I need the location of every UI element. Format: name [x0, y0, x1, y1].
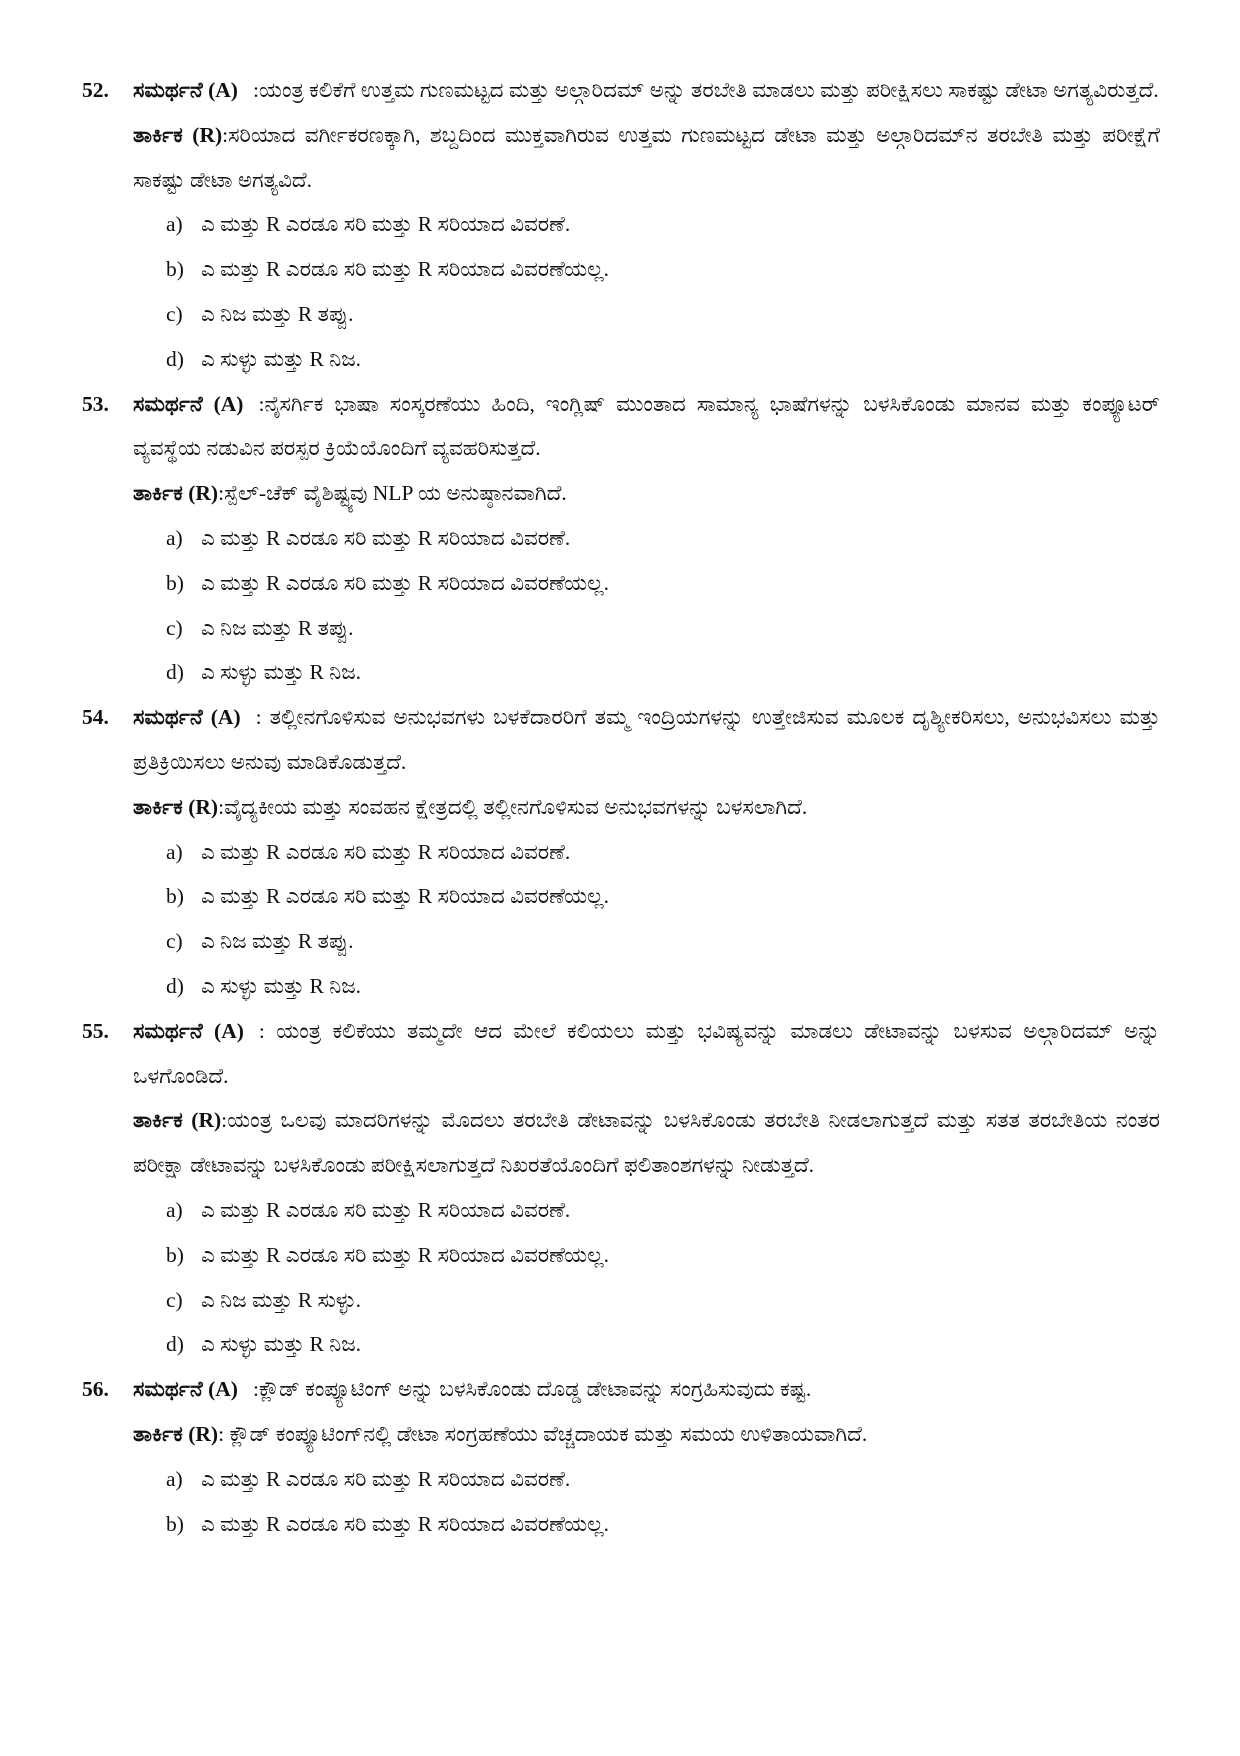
option-row	[133, 650, 1160, 695]
assertion-label: ಸಮರ್ಥನೆ (A)	[133, 391, 244, 416]
reason-text: :ಸರಿಯಾದ ವರ್ಗೀಕರಣಕ್ಕಾಗಿ, ಶಬ್ದದಿಂದ ಮುಕ್ತವಾಗಿರುವ ಉತ್ತಮ ಗುಣಮಟ್ಟದ ಡೇಟಾ ಮತ್ತು ಅಲ್ಗಾರಿದಮ್‌ನ ತರಬೇತಿ ಮತ್ತು ಪರೀಕ್ಷೆಗೆ ಸಾಕಷ್ಟು ಡೇಟಾ ಅಗತ್ಯವಿದೆ.	[133, 122, 1160, 192]
question-number: 55.	[82, 1018, 109, 1043]
option-letter: c)	[166, 615, 183, 640]
option-row	[133, 1233, 1160, 1278]
option-text: ಎ ಮತ್ತು R ಎರಡೂ ಸರಿ ಮತ್ತು R ಸರಿಯಾದ ವಿವರಣೆ.	[201, 525, 571, 550]
option-row	[133, 830, 1160, 875]
option-text: ಎ ಮತ್ತು R ಎರಡೂ ಸರಿ ಮತ್ತು R ಸರಿಯಾದ ವಿವರಣೆ.	[201, 1197, 571, 1222]
assertion-label: ಸಮರ್ಥನೆ (A)	[133, 1377, 238, 1402]
option-row	[133, 247, 1160, 292]
question-number: 53.	[82, 391, 109, 416]
option-letter: b)	[166, 257, 184, 282]
option-letter: c)	[166, 301, 183, 326]
option-letter: a)	[166, 212, 183, 237]
option-text: ಎ ಮತ್ತು R ಎರಡೂ ಸರಿ ಮತ್ತು R ಸರಿಯಾದ ವಿವರಣೆಯಲ್ಲ.	[201, 1511, 610, 1536]
option-text: ಎ ಮತ್ತು R ಎರಡೂ ಸರಿ ಮತ್ತು R ಸರಿಯಾದ ವಿವರಣೆಯಲ್ಲ.	[201, 884, 610, 909]
option-row	[133, 1278, 1160, 1323]
assertion	[133, 695, 1160, 785]
option-row	[133, 1502, 1160, 1547]
option-letter: b)	[166, 884, 184, 909]
assertion-label: ಸಮರ್ಥನೆ (A)	[133, 78, 238, 102]
reason-text: :ಯಂತ್ರ ಒಲವು ಮಾದರಿಗಳನ್ನು ಮೊದಲು ತರಬೇತಿ ಡೇಟಾವನ್ನು ಬಳಸಿಕೊಂಡು ತರಬೇತಿ ನೀಡಲಾಗುತ್ತದೆ ಮತ್ತು ಸತತ ತರಬೇತಿಯ ನಂತರ ಪರೀಕ್ಷಾ ಡೇಟಾವನ್ನು ಬಳಸಿಕೊಂಡು ಪರೀಕ್ಷಿಸಲಾಗುತ್ತದೆ ನಿಖರತೆಯೊಂದಿಗೆ ಫಲಿತಾಂಶಗಳನ್ನು ನೀಡುತ್ತದೆ.	[133, 1108, 1160, 1178]
option-letter: d)	[166, 346, 184, 371]
question-53	[82, 382, 1160, 696]
question-54	[82, 695, 1160, 1009]
assertion-text: : ತಲ್ಲೀನಗೊಳಿಸುವ ಅನುಭವಗಳು ಬಳಕೆದಾರರಿಗೆ ತಮ್ಮ ಇಂದ್ರಿಯಗಳನ್ನು ಉತ್ತೇಜಿಸುವ ಮೂಲಕ ದೃಶ್ಯೀಕರಿಸಲು, ಅನುಭವಿಸಲು ಮತ್ತು ಪ್ರತಿಕ್ರಿಯಿಸಲು ಅನುವು ಮಾಡಿಕೊಡುತ್ತದೆ.	[133, 705, 1160, 774]
option-text: ಎ ಮತ್ತು R ಎರಡೂ ಸರಿ ಮತ್ತು R ಸರಿಯಾದ ವಿವರಣೆ.	[201, 212, 571, 237]
option-row	[133, 964, 1160, 1009]
reason-label: ತಾರ್ಕಿಕ (R)	[133, 1108, 222, 1133]
option-letter: d)	[166, 973, 184, 998]
option-text: ಎ ನಿಜ ಮತ್ತು R ತಪ್ಪು.	[201, 301, 354, 326]
reason-label: ತಾರ್ಕಿಕ (R)	[133, 481, 219, 506]
option-letter: a)	[166, 1197, 183, 1222]
option-row	[133, 337, 1160, 382]
question-body	[133, 1367, 1160, 1546]
option-row	[133, 516, 1160, 561]
reason-text: :ಸ್ಪೆಲ್-ಚೆಕ್ ವೈಶಿಷ್ಟ್ಯವು NLP ಯ ಅನುಷ್ಠಾನವಾಗಿದೆ.	[218, 481, 567, 506]
assertion	[133, 1009, 1160, 1099]
reason	[133, 785, 1160, 830]
option-text: ಎ ಮತ್ತು R ಎರಡೂ ಸರಿ ಮತ್ತು R ಸರಿಯಾದ ವಿವರಣೆ.	[201, 839, 571, 864]
question-number: 54.	[82, 705, 109, 730]
option-text: ಎ ಮತ್ತು R ಎರಡೂ ಸರಿ ಮತ್ತು R ಸರಿಯಾದ ವಿವರಣೆಯಲ್ಲ.	[201, 1242, 610, 1267]
reason	[133, 1412, 1160, 1457]
reason-label: ತಾರ್ಕಿಕ (R)	[133, 1421, 219, 1446]
option-row	[133, 561, 1160, 606]
option-text: ಎ ಮತ್ತು R ಎರಡೂ ಸರಿ ಮತ್ತು R ಸರಿಯಾದ ವಿವರಣೆಯಲ್ಲ.	[201, 257, 610, 282]
option-row	[133, 292, 1160, 337]
option-letter: c)	[166, 929, 183, 954]
option-row	[133, 606, 1160, 651]
assertion	[133, 68, 1160, 113]
question-body	[133, 695, 1160, 1009]
reason-text: :ವೈದ್ಯಕೀಯ ಮತ್ತು ಸಂವಹನ ಕ್ಷೇತ್ರದಲ್ಲಿ ತಲ್ಲೀನಗೊಳಿಸುವ ಅನುಭವಗಳನ್ನು ಬಳಸಲಾಗಿದೆ.	[218, 794, 808, 819]
option-letter: b)	[166, 570, 184, 595]
option-text: ಎ ಸುಳ್ಳು ಮತ್ತು R ನಿಜ.	[201, 346, 362, 371]
reason-label: ತಾರ್ಕಿಕ (R)	[133, 122, 223, 147]
option-row	[133, 1322, 1160, 1367]
assertion-text: :ಕ್ಲೌಡ್ ಕಂಪ್ಯೂಟಿಂಗ್ ಅನ್ನು ಬಳಸಿಕೊಂಡು ದೊಡ್ಡ ಡೇಟಾವನ್ನು ಸಂಗ್ರಹಿಸುವುದು ಕಷ್ಟ.	[252, 1377, 812, 1402]
option-letter: b)	[166, 1242, 184, 1267]
option-row	[133, 202, 1160, 247]
option-text: ಎ ಮತ್ತು R ಎರಡೂ ಸರಿ ಮತ್ತು R ಸರಿಯಾದ ವಿವರಣೆಯಲ್ಲ.	[201, 570, 610, 595]
question-number: 56.	[82, 1377, 109, 1402]
question-body	[133, 1009, 1160, 1367]
option-row	[133, 919, 1160, 964]
reason	[133, 471, 1160, 516]
option-letter: a)	[166, 1466, 183, 1491]
reason	[133, 113, 1160, 203]
option-text: ಎ ಸುಳ್ಳು ಮತ್ತು R ನಿಜ.	[201, 1332, 362, 1357]
assertion-text: : ಯಂತ್ರ ಕಲಿಕೆಯು ತಮ್ಮದೇ ಆದ ಮೇಲೆ ಕಲಿಯಲು ಮತ್ತು ಭವಿಷ್ಯವನ್ನು ಮಾಡಲು ಡೇಟಾವನ್ನು ಬಳಸುವ ಅಲ್ಗಾರಿದಮ್ ಅನ್ನು ಒಳಗೊಂಡಿದೆ.	[133, 1018, 1160, 1088]
assertion-text: :ನೈಸರ್ಗಿಕ ಭಾಷಾ ಸಂಸ್ಕರಣೆಯು ಹಿಂದಿ, ಇಂಗ್ಲಿಷ್ ಮುಂತಾದ ಸಾಮಾನ್ಯ ಭಾಷೆಗಳನ್ನು ಬಳಸಿಕೊಂಡು ಮಾನವ ಮತ್ತು ಕಂಪ್ಯೂಟರ್ ವ್ಯವಸ್ಥೆಯ ನಡುವಿನ ಪರಸ್ಪರ ಕ್ರಿಯೆಯೊಂದಿಗೆ ವ್ಯವಹರಿಸುತ್ತದೆ.	[133, 391, 1160, 461]
question-55	[82, 1009, 1160, 1367]
option-letter: a)	[166, 525, 183, 550]
assertion	[133, 382, 1160, 472]
question-56	[82, 1367, 1160, 1546]
reason	[133, 1098, 1160, 1188]
assertion-label: ಸಮರ್ಥನೆ (A)	[133, 1018, 244, 1043]
option-letter: a)	[166, 839, 183, 864]
option-letter: b)	[166, 1511, 184, 1536]
option-row	[133, 874, 1160, 919]
question-52	[82, 68, 1160, 382]
reason-text: : ಕ್ಲೌಡ್ ಕಂಪ್ಯೂಟಿಂಗ್‌ನಲ್ಲಿ ಡೇಟಾ ಸಂಗ್ರಹಣೆಯು ವೆಚ್ಚದಾಯಕ ಮತ್ತು ಸಮಯ ಉಳಿತಾಯವಾಗಿದೆ.	[218, 1421, 868, 1446]
option-row	[133, 1457, 1160, 1502]
assertion-text: :ಯಂತ್ರ ಕಲಿಕೆಗೆ ಉತ್ತಮ ಗುಣಮಟ್ಟದ ಮತ್ತು ಅಲ್ಗಾರಿದಮ್ ಅನ್ನು ತರಬೇತಿ ಮಾಡಲು ಮತ್ತು ಪರೀಕ್ಷಿಸಲು ಸಾಕಷ್ಟು ಡೇಟಾ ಅಗತ್ಯವಿರುತ್ತದೆ.	[252, 78, 1159, 102]
option-text: ಎ ಮತ್ತು R ಎರಡೂ ಸರಿ ಮತ್ತು R ಸರಿಯಾದ ವಿವರಣೆ.	[201, 1466, 571, 1491]
option-text: ಎ ನಿಜ ಮತ್ತು R ಸುಳ್ಳು.	[201, 1287, 362, 1312]
reason-label: ತಾರ್ಕಿಕ (R)	[133, 794, 219, 819]
question-body	[133, 68, 1160, 382]
question-body	[133, 382, 1160, 696]
assertion-label: ಸಮರ್ಥನೆ (A)	[133, 705, 241, 730]
option-row	[133, 1188, 1160, 1233]
assertion	[133, 1367, 1160, 1412]
option-text: ಎ ನಿಜ ಮತ್ತು R ತಪ್ಪು.	[201, 929, 354, 954]
option-text: ಎ ನಿಜ ಮತ್ತು R ತಪ್ಪು.	[201, 615, 354, 640]
option-letter: d)	[166, 660, 184, 685]
question-number: 52.	[82, 78, 109, 102]
option-letter: d)	[166, 1332, 184, 1357]
option-letter: c)	[166, 1287, 183, 1312]
option-text: ಎ ಸುಳ್ಳು ಮತ್ತು R ನಿಜ.	[201, 660, 362, 685]
option-text: ಎ ಸುಳ್ಳು ಮತ್ತು R ನಿಜ.	[201, 973, 362, 998]
